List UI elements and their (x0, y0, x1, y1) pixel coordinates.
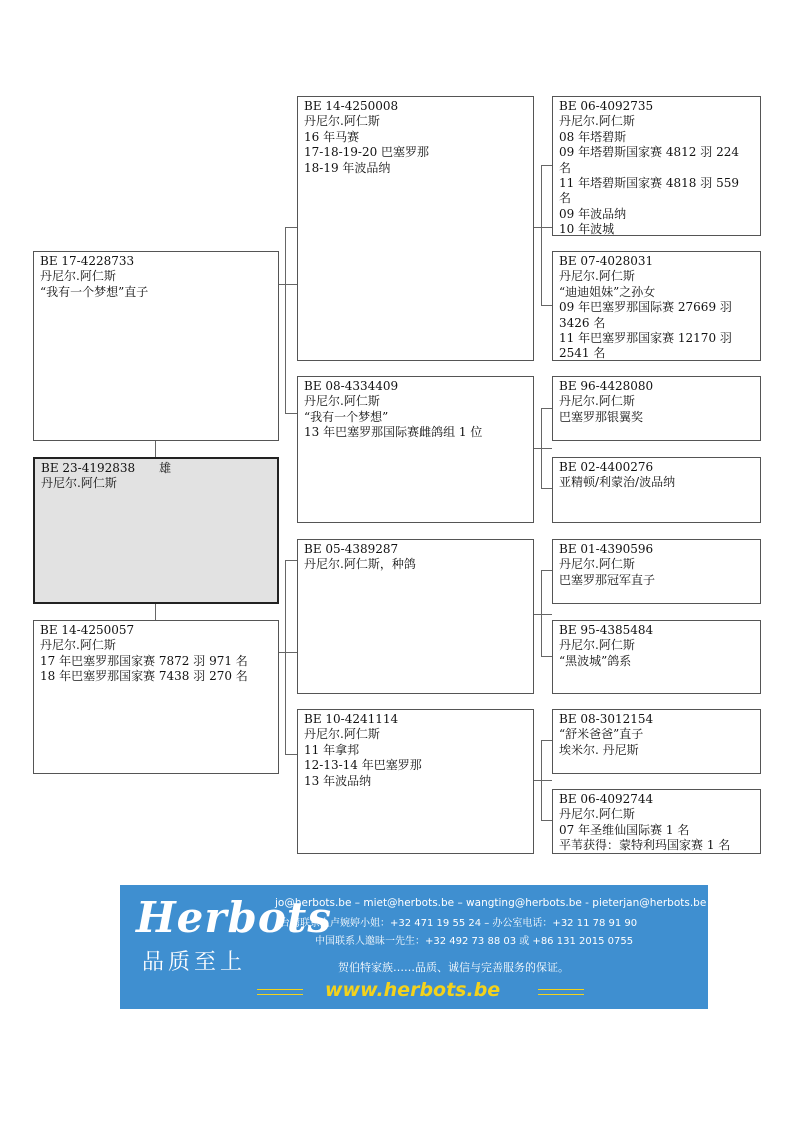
dam-dam-card (297, 709, 534, 854)
connector-line (541, 165, 542, 305)
contact-taiwan: 台湾联系人卢婉婷小姐：+32 471 19 55 24 – 办公室电话：+32 11 78 91 90 (280, 918, 638, 929)
result-line: 07 年圣维仙国际赛 1 名 (559, 822, 690, 837)
connector-line (278, 284, 297, 285)
ring-number: BE 08-3012154 (559, 712, 654, 726)
connector-line (541, 656, 552, 657)
breeder: 丹尼尔.阿仁斯 (559, 557, 635, 572)
result-line: 09 年塔碧斯国家赛 4812 羽 224 名 (559, 145, 743, 175)
result-line: 10 年波城 (559, 222, 615, 236)
dd-sire-card (552, 709, 761, 774)
connector-line (285, 413, 297, 414)
contact-emails: jo@herbots.be – miet@herbots.be – wangting@herbots.be - pieterjan@herbots.be (275, 897, 707, 909)
breeder: 丹尼尔.阿仁斯 (40, 638, 116, 653)
ring-number: BE 17-4228733 (40, 254, 135, 268)
connector-line (541, 165, 552, 166)
dam-card (33, 620, 279, 774)
breeder: 丹尼尔.阿仁斯 (41, 476, 117, 491)
sd-sire-card (552, 376, 761, 441)
ring-number: BE 01-4390596 (559, 542, 654, 556)
connector-line (533, 780, 552, 781)
connector-line (278, 652, 297, 653)
connector-line (541, 408, 542, 488)
result-line: 平苇获得：蒙特利玛国家赛 1 名 (559, 838, 731, 853)
result-line: 18-19 年波品纳 (304, 160, 391, 175)
result-line: 11 年巴塞罗那国家赛 12170 羽 2541 名 (559, 331, 736, 361)
sire-dam-card (297, 376, 534, 523)
ring-number: BE 05-4389287 (304, 542, 399, 556)
breeder: 丹尼尔.阿仁斯 (559, 269, 635, 284)
pedigree-note: 亚精顿/利蒙治/波品纳 (559, 475, 676, 490)
pedigree-note: “舒米爸爸”直子 (559, 727, 644, 742)
connector-line (155, 604, 156, 620)
ring-number: BE 23-4192838 雄 (41, 461, 172, 475)
connector-line (541, 570, 542, 656)
breeder: 丹尼尔.阿仁斯，种鸽 (304, 557, 416, 572)
ds-dam-card (552, 620, 761, 694)
breeder: 丹尼尔.阿仁斯 (40, 269, 116, 284)
connector-line (285, 227, 286, 413)
banner-slogan: 品质至上 (142, 950, 247, 975)
ring-number: BE 10-4241114 (304, 712, 399, 726)
sire-card (33, 251, 279, 441)
ring-number: BE 06-4092744 (559, 792, 654, 806)
pedigree-note: 巴塞罗那银翼奖 (559, 409, 644, 424)
ss-sire-card (552, 96, 761, 236)
result-line: 16 年马赛 (304, 129, 360, 144)
breeder: 丹尼尔.阿仁斯 (559, 807, 635, 822)
connector-line (155, 441, 156, 457)
decorative-rule (538, 989, 584, 995)
subject-card (33, 457, 279, 604)
herbots-banner (120, 885, 708, 1009)
result-line: 11 年拿邦 (304, 742, 360, 757)
ring-number: BE 07-4028031 (559, 254, 654, 268)
website-link[interactable]: www.herbots.be (325, 979, 501, 1001)
dam-sire-card (297, 539, 534, 694)
pedigree-note: “我有一个梦想”直子 (40, 284, 149, 299)
ring-number: BE 14-4250008 (304, 99, 399, 113)
connector-line (541, 570, 552, 571)
result-line: 13 年巴塞罗那国际赛雌鸽组 1 位 (304, 425, 483, 440)
connector-line (533, 614, 552, 615)
result-line: 17 年巴塞罗那国家赛 7872 羽 971 名 (40, 653, 248, 668)
breeder: 丹尼尔.阿仁斯 (559, 114, 635, 129)
sire-sire-card (297, 96, 534, 361)
connector-line (285, 754, 297, 755)
ss-dam-card (552, 251, 761, 361)
breeder: 丹尼尔.阿仁斯 (304, 394, 380, 409)
ring-number: BE 96-4428080 (559, 379, 654, 393)
breeder: 丹尼尔.阿仁斯 (559, 638, 635, 653)
result-line: 12-13-14 年巴塞罗那 (304, 758, 422, 773)
ring-number: BE 06-4092735 (559, 99, 654, 113)
result-line: 09 年波品纳 (559, 206, 627, 221)
herbots-logo: Herbots (136, 893, 332, 942)
result-line: 13 年波品纳 (304, 773, 372, 788)
result-line: 17-18-19-20 巴塞罗那 (304, 145, 430, 160)
pedigree-note: “我有一个梦想” (304, 409, 389, 424)
connector-line (285, 560, 297, 561)
connector-line (541, 740, 552, 741)
result-line: 11 年塔碧斯国家赛 4818 羽 559 名 (559, 176, 743, 206)
pedigree-note: 巴塞罗那冠军直子 (559, 572, 656, 587)
breeder: 丹尼尔.阿仁斯 (304, 114, 380, 129)
result-line: 08 年塔碧斯 (559, 129, 627, 144)
result-line: 09 年巴塞罗那国际赛 27669 羽 3426 名 (559, 300, 736, 330)
ring-number: BE 14-4250057 (40, 623, 135, 637)
ring-number: BE 08-4334409 (304, 379, 399, 393)
connector-line (541, 305, 552, 306)
connector-line (285, 227, 297, 228)
decorative-rule (257, 989, 303, 995)
connector-line (541, 740, 542, 820)
connector-line (541, 408, 552, 409)
sd-dam-card (552, 457, 761, 523)
breeder: 丹尼尔.阿仁斯 (559, 394, 635, 409)
ring-number: BE 95-4385484 (559, 623, 654, 637)
breeder: 埃米尔. 丹尼斯 (559, 742, 639, 757)
connector-line (533, 227, 552, 228)
connector-line (533, 448, 552, 449)
connector-line (541, 820, 552, 821)
result-line: 18 年巴塞罗那国家赛 7438 羽 270 名 (40, 669, 248, 684)
connector-line (541, 488, 552, 489)
contact-china: 中国联系人邀昧一先生：+32 492 73 88 03 或 +86 131 2015 0755 (315, 936, 634, 947)
ring-number: BE 02-4400276 (559, 460, 654, 474)
connector-line (285, 560, 286, 754)
ds-sire-card (552, 539, 761, 604)
pedigree-note: “迪迪姐妹”之孙女 (559, 284, 656, 299)
pedigree-note: “黑波城”鸽系 (559, 653, 632, 668)
breeder: 丹尼尔.阿仁斯 (304, 727, 380, 742)
banner-tagline: 贺伯特家族……品质、诚信与完善服务的保证。 (338, 961, 569, 974)
dd-dam-card (552, 789, 761, 854)
